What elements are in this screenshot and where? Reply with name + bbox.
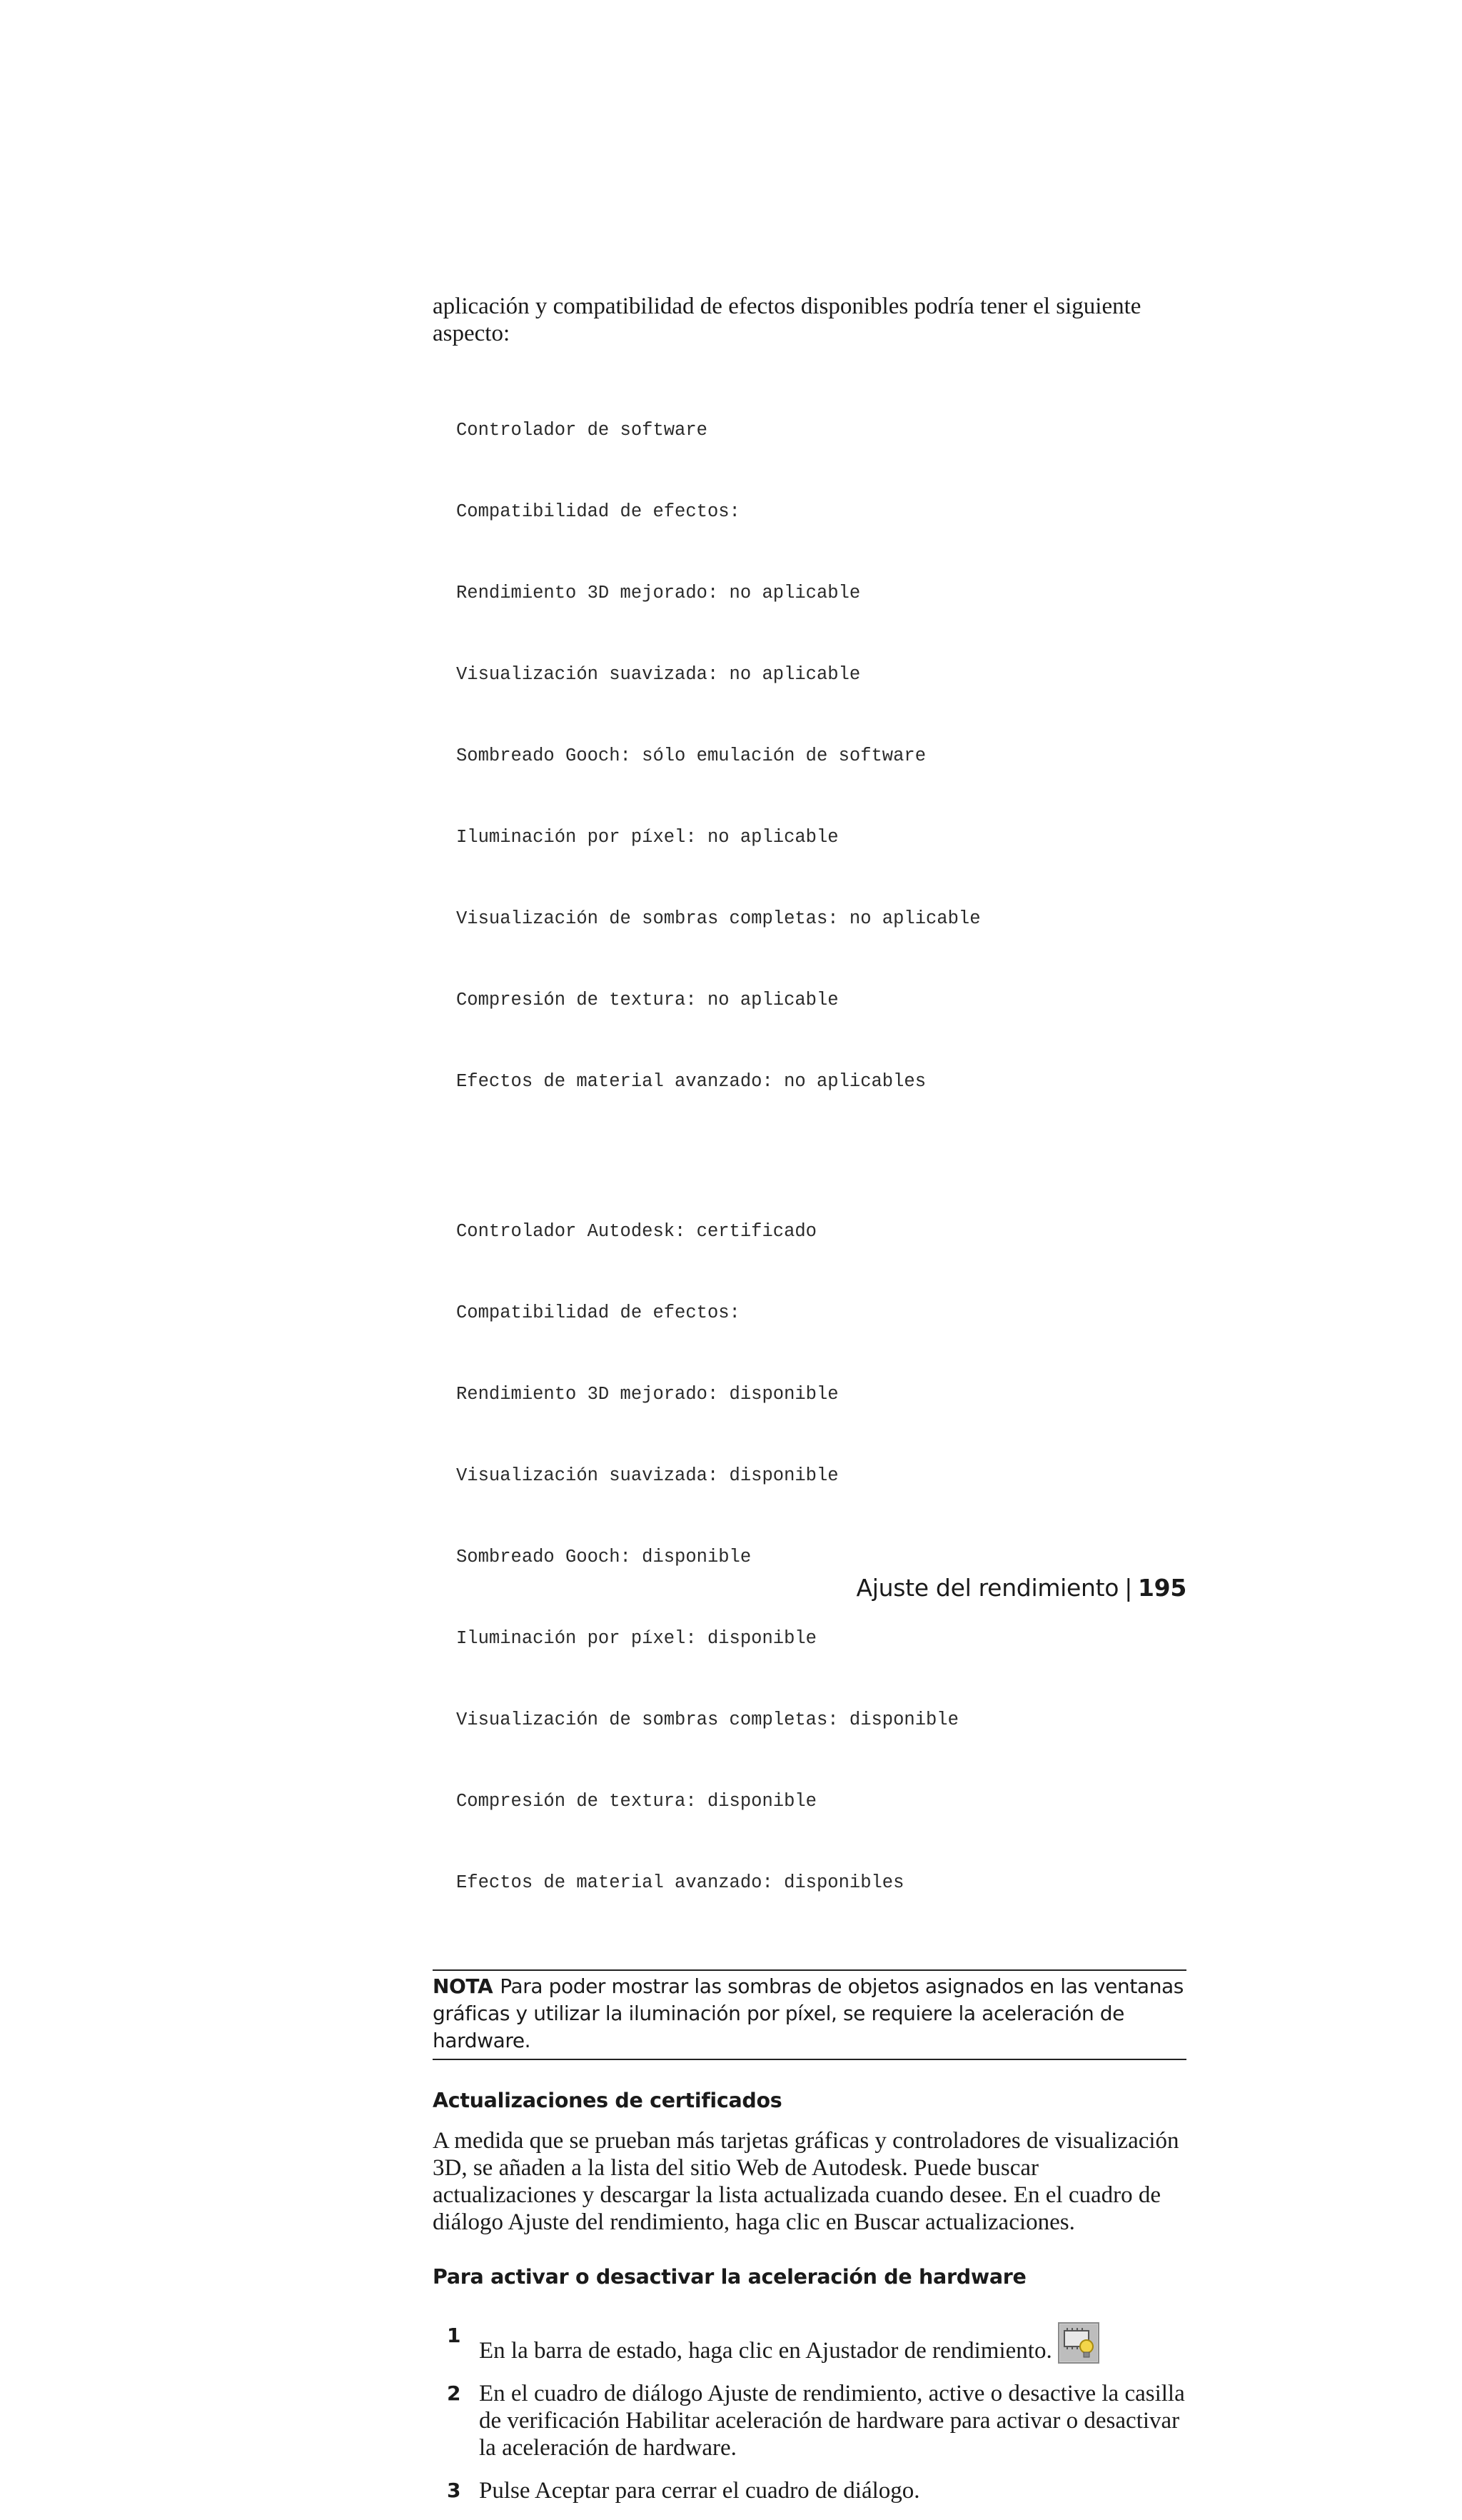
section-body: A medida que se prueban más tarjetas gráficas y controladores de visualización 3D, se añaden a la lista del sitio Web de Autodesk. Puede buscar actualizaciones y descargar la lista actualizada cuando desee. En el cuadro de diálogo Ajuste del rendimiento, haga clic en Buscar actualizaciones. [433,2128,1179,2235]
step-item [433,2477,1186,2504]
step-number: 2 [447,2381,461,2405]
page-content [433,293,1186,2520]
code-line: Visualización de sombras completas: no aplicable [456,908,981,929]
code-line: Compresión de textura: disponible [456,1791,817,1812]
footer-separator: | [1124,1574,1133,1602]
step-item [433,2380,1186,2461]
code-line: Controlador de software [456,420,707,441]
code-line: Rendimiento 3D mejorado: disponible [456,1384,839,1405]
footer-section-title: Ajuste del rendimiento [856,1574,1119,1602]
code-line: Controlador Autodesk: certificado [456,1221,817,1242]
code-line: Iluminación por píxel: disponible [456,1628,817,1649]
page-footer [856,1574,1186,1602]
step-text: En la barra de estado, haga clic en Ajustador de rendimiento. [479,2338,1052,2364]
note-label: NOTA [433,1974,493,1998]
note-text: Para poder mostrar las sombras de objetos asignados en las ventanas gráficas y utilizar la iluminación por píxel, se requiere la aceleración de hardware. [433,1974,1184,2052]
code-line: Visualización suavizada: no aplicable [456,664,861,685]
code-line: Sombreado Gooch: sólo emulación de software [456,746,927,766]
intro-paragraph: aplicación y compatibilidad de efectos disponibles podría tener el siguiente aspecto: [433,293,1141,346]
code-line: Compatibilidad de efectos: [456,501,740,522]
code-line: Efectos de material avanzado: no aplicables [456,1071,927,1092]
procedure-steps [433,2306,1186,2504]
note-box [433,1969,1186,2060]
code-line: Compatibilidad de efectos: [456,1302,740,1323]
code-line: Visualización suavizada: disponible [456,1465,839,1486]
code-line: Rendimiento 3D mejorado: no aplicable [456,583,861,603]
procedure-heading: Para activar o desactivar la aceleración de hardware [433,2265,1027,2289]
code-block-autodesk-driver [456,1164,1186,1951]
code-line: Efectos de material avanzado: disponibles [456,1872,904,1893]
step-number: 1 [447,2324,461,2347]
step-number: 3 [447,2479,461,2502]
code-block-software-driver [456,363,1186,1150]
page-number: 195 [1138,1574,1186,1602]
step-text: Pulse Aceptar para cerrar el cuadro de diálogo. [479,2478,920,2504]
step-text: En el cuadro de diálogo Ajuste de rendimiento, active o desactive la casilla de verificación Habilitar aceleración de hardware para activar o desactivar la aceleración de hardware. [479,2381,1185,2461]
section-heading: Actualizaciones de certificados [433,2089,782,2112]
code-line: Visualización de sombras completas: disponible [456,1710,959,1730]
code-line: Iluminación por píxel: no aplicable [456,827,839,848]
step-item [433,2306,1186,2364]
performance-tuner-icon [1058,2322,1099,2364]
code-line: Sombreado Gooch: disponible [456,1547,752,1567]
code-line: Compresión de textura: no aplicable [456,990,839,1010]
